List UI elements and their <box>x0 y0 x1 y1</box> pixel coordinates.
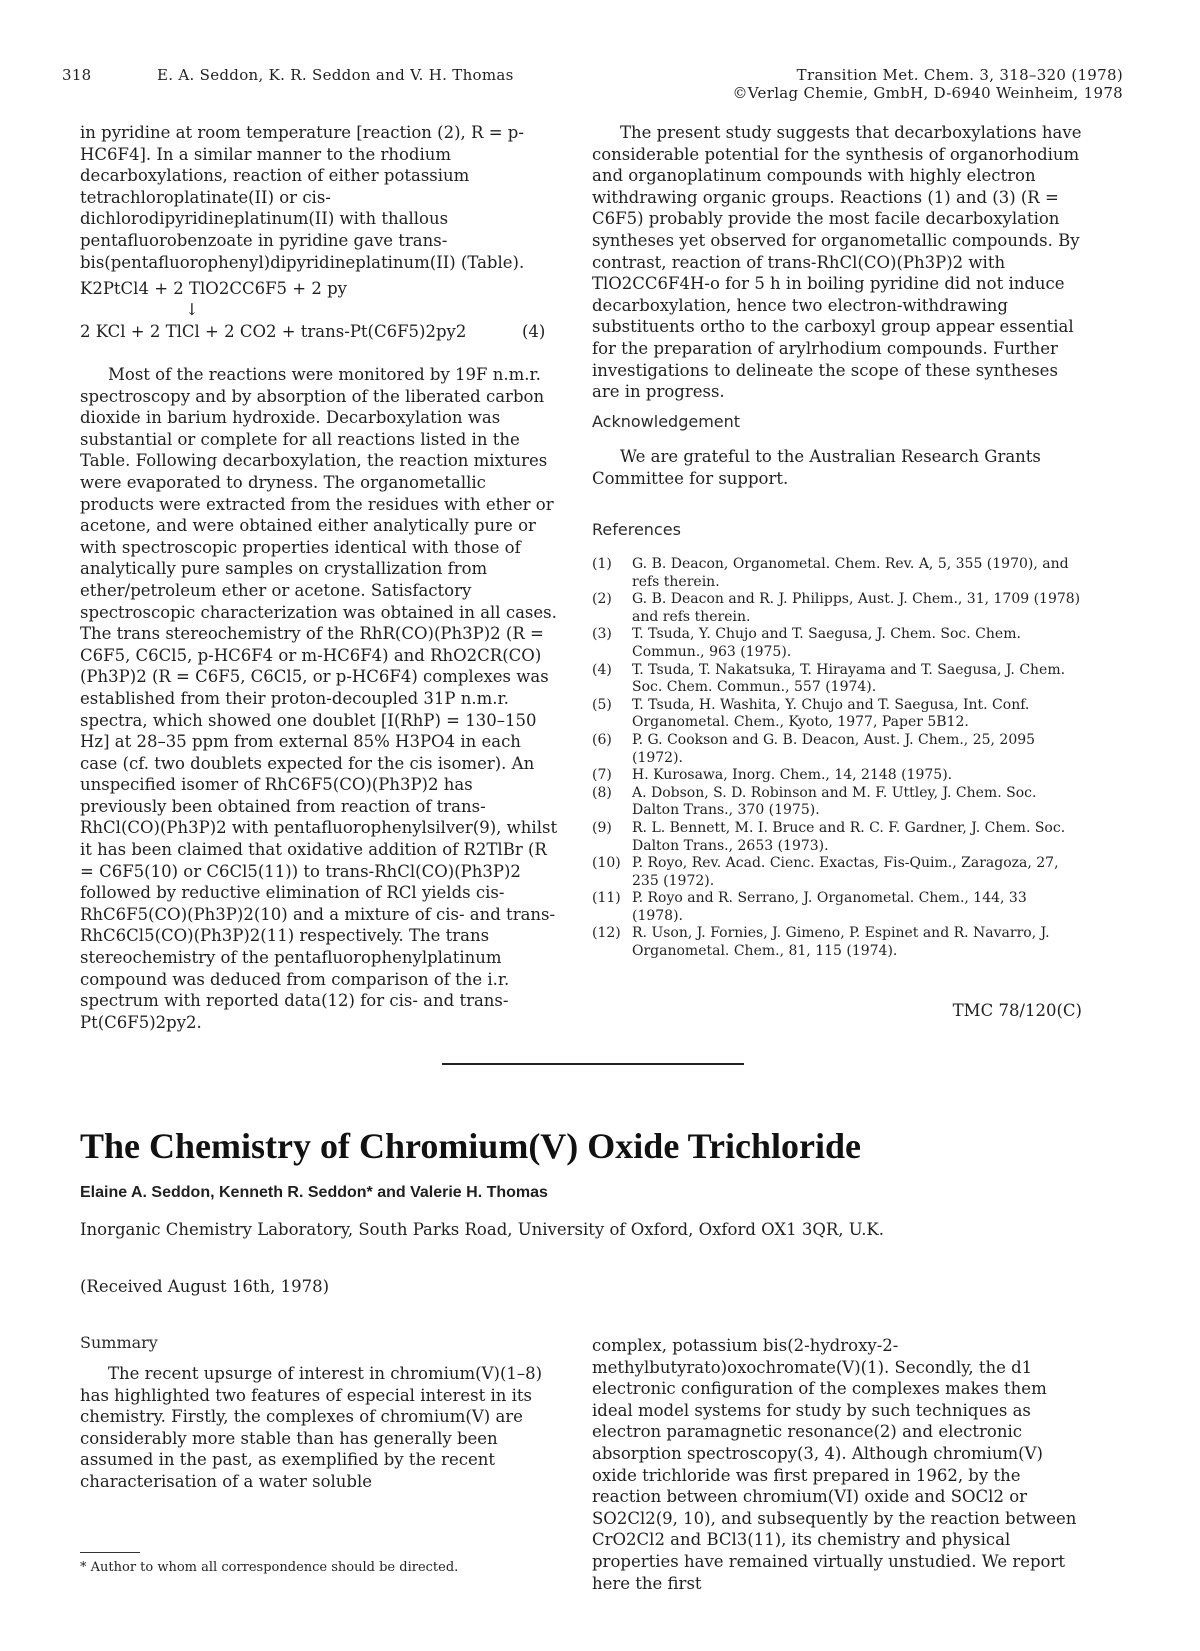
article-affiliation: Inorganic Chemistry Laboratory, South Parks Road, University of Oxford, Oxford OX1 3QR, U.K. <box>80 1220 885 1239</box>
equation-right: 2 KCl + 2 TlCl + 2 CO2 + trans-Pt(C6F5)2py2 <box>80 322 467 341</box>
reference-item: (2) G. B. Deacon and R. J. Philipps, Aust. J. Chem., 31, 1709 (1978) and refs therein. <box>592 591 1081 625</box>
paragraph-continued-line1: in pyridine at room temperature [reaction (2), R = p-HC6F4]. <box>80 123 524 164</box>
reference-item: (7) H. Kurosawa, Inorg. Chem., 14, 2148 (1975). <box>592 767 953 784</box>
equation-number: (4) <box>522 322 546 341</box>
tmc-code: TMC 78/120(C) <box>952 1001 1082 1020</box>
article-right-text: complex, potassium bis(2-hydroxy-2-methylbutyrato)oxochromate(V)(1). Secondly, the d1 electronic configuration of the complexes makes them ideal model systems for study by such techniques as electron paramagnetic resonance(2) and electronic absorption spectroscopy(3, 4). Although chromium(V) oxide trichloride was first prepared in 1962, by the reaction between chromium(VI) oxide and SOCl2 or SO2Cl2(9, 10), and subsequently by the reaction between CrO2Cl2 and BCl3(11), its chemistry and physical properties have remained virtually unstudied. We report here the first <box>592 1336 1077 1593</box>
reference-item: (3) T. Tsuda, Y. Chujo and T. Saegusa, J. Chem. Soc. Chem. Commun., 963 (1975). <box>592 626 1021 660</box>
paragraph-reactions: Most of the reactions were monitored by 19F n.m.r. spectroscopy and by absorption of the liberated carbon dioxide in barium hydroxide. Decarboxylation was substantial or complete for all reactions listed in the Table. Following decarboxylation, the reaction mixtures were evaporated to dryness. The organometallic products were extracted from the residues with ether or acetone, and were obtained either analytically pure or with spectroscopic properties identical with those of analytically pure samples on crystallization from ether/petroleum ether or acetone. Satisfactory spectroscopic characterization was obtained in all cases. The trans stereochemistry of the RhR(CO)(Ph3P)2 (R = C6F5, C6Cl5, p-HC6F4 or m-HC6F4) and RhO2CR(CO)(Ph3P)2 (R = C6F5, C6Cl5, or p-HC6F4) complexes was established from their proton-decoupled 31P n.m.r. spectra, which showed one doublet [I(RhP) = 130–150 Hz] at 28–35 ppm from external 85% H3PO4 in each case (cf. two doublets expected for the cis isomer). An unspecified isomer of RhC6F5(CO)(Ph3P)2 has previously been obtained from reaction of trans-RhCl(CO)(Ph3P)2 with pentafluorophenylsilver(9), whilst it has been claimed that oxidative addition of R2TlBr (R = C6F5(10) or C6Cl5(11)) to trans-RhCl(CO)(Ph3P)2 followed by reductive elimination of RCl yields cis-RhC6F5(CO)(Ph3P)2(10) and a mixture of cis- and trans-RhC6Cl5(CO)(Ph3P)2(11) respectively. The trans stereochemistry of the pentafluorophenylplatinum compound was deduced from comparison of the i.r. spectrum with reported data(12) for cis- and trans-Pt(C6F5)2py2. <box>80 365 558 1032</box>
summary-heading: Summary <box>80 1333 158 1352</box>
paragraph-continued-rest: In a similar manner to the rhodium decarboxylations, reaction of either potassium tetrachloroplatinate(II) or cis-dichlorodipyridineplatinum(II) with thallous pentafluorobenzoate in pyridine gave trans-bis(pentafluorophenyl)dipyridineplatinum(II) (Table). <box>80 144 525 272</box>
paragraph-continued <box>80 122 562 273</box>
top-right-column <box>592 122 1082 403</box>
reference-item: (5) T. Tsuda, H. Washita, Y. Chujo and T. Saegusa, Int. Conf. Organometal. Chem., Kyoto, 1977, Paper 5B12. <box>592 696 1030 731</box>
reference-item: (4) T. Tsuda, T. Nakatsuka, T. Hirayama and T. Saegusa, J. Chem. Soc. Chem. Commun., 557 (1974). <box>592 661 1066 696</box>
reference-item: (6) P. G. Cookson and G. B. Deacon, Aust. J. Chem., 25, 2095 (1972). <box>592 731 1036 766</box>
journal-line-1: Transition Met. Chem. 3, 318–320 (1978) <box>796 66 1123 84</box>
reference-item: (8) A. Dobson, S. D. Robinson and M. F. Uttley, J. Chem. Soc. Dalton Trans., 370 (1975). <box>592 784 1037 819</box>
article-title: The Chemistry of Chromium(V) Oxide Trichloride <box>80 1126 861 1166</box>
acknowledgement-text: We are grateful to the Australian Research Grants Committee for support. <box>592 447 1041 488</box>
footnote: * Author to whom all correspondence should be directed. <box>80 1560 459 1575</box>
references-heading: References <box>592 520 681 539</box>
journal-line-2: ©Verlag Chemie, GmbH, D-6940 Weinheim, 1978 <box>732 84 1123 102</box>
paragraph-conclusion: The present study suggests that decarboxylations have considerable potential for the synthesis of organorhodium and organoplatinum compounds with highly electron withdrawing organic groups. Reactions (1) and (3) (R = C6F5) probably provide the most facile decarboxylation syntheses yet observed for organometallic compounds. By contrast, reaction of trans-RhCl(CO)(Ph3P)2 with TlO2CC6F4H-o for 5 h in boiling pyridine did not induce decarboxylation, hence two electron-withdrawing substituents ortho to the carboxyl group appear essential for the preparation of arylrhodium compounds. Further investigations to delineate the scope of these syntheses are in progress. <box>592 123 1082 402</box>
reference-item: (11) P. Royo and R. Serrano, J. Organometal. Chem., 144, 33 (1978). <box>592 890 1027 924</box>
article-right-column <box>592 1335 1082 1594</box>
reference-item: (10) P. Royo, Rev. Acad. Cienc. Exactas, Fis-Quim., Zaragoza, 27, 235 (1972). <box>592 855 1059 889</box>
equation-arrow: ↓ <box>185 300 199 319</box>
summary-column <box>80 1363 562 1493</box>
journal-citation <box>733 66 1124 102</box>
footnote-rule <box>80 1552 140 1553</box>
article-authors: Elaine A. Seddon, Kenneth R. Seddon* and Valerie H. Thomas <box>80 1184 548 1201</box>
equation-left: K2PtCl4 + 2 TlO2CC6F5 + 2 py <box>80 279 347 298</box>
summary-text: The recent upsurge of interest in chromium(V)(1–8) has highlighted two features of especial interest in its chemistry. Firstly, the complexes of chromium(V) are considerably more stable than has generally been assumed in the past, as exemplified by the recent characterisation of a water soluble <box>80 1364 543 1491</box>
page-number: 318 <box>62 66 92 84</box>
received-date: (Received August 16th, 1978) <box>80 1277 330 1296</box>
top-left-column-2 <box>80 364 562 1033</box>
acknowledgement-block <box>592 446 1082 489</box>
article-divider <box>442 1063 744 1065</box>
reference-list <box>592 556 1082 961</box>
top-left-column <box>80 122 562 273</box>
reference-item: (12) R. Uson, J. Fornies, J. Gimeno, P. Espinet and R. Navarro, J. Organometal. Chem., 81, 115 (1974). <box>592 925 1050 960</box>
running-authors: E. A. Seddon, K. R. Seddon and V. H. Thomas <box>157 66 514 84</box>
acknowledgement-heading: Acknowledgement <box>592 412 741 431</box>
reference-item: (9) R. L. Bennett, M. I. Bruce and R. C. F. Gardner, J. Chem. Soc. Dalton Trans., 2653 (1973). <box>592 819 1066 854</box>
reference-item: (1) G. B. Deacon, Organometal. Chem. Rev. A, 5, 355 (1970), and refs therein. <box>592 556 1069 590</box>
